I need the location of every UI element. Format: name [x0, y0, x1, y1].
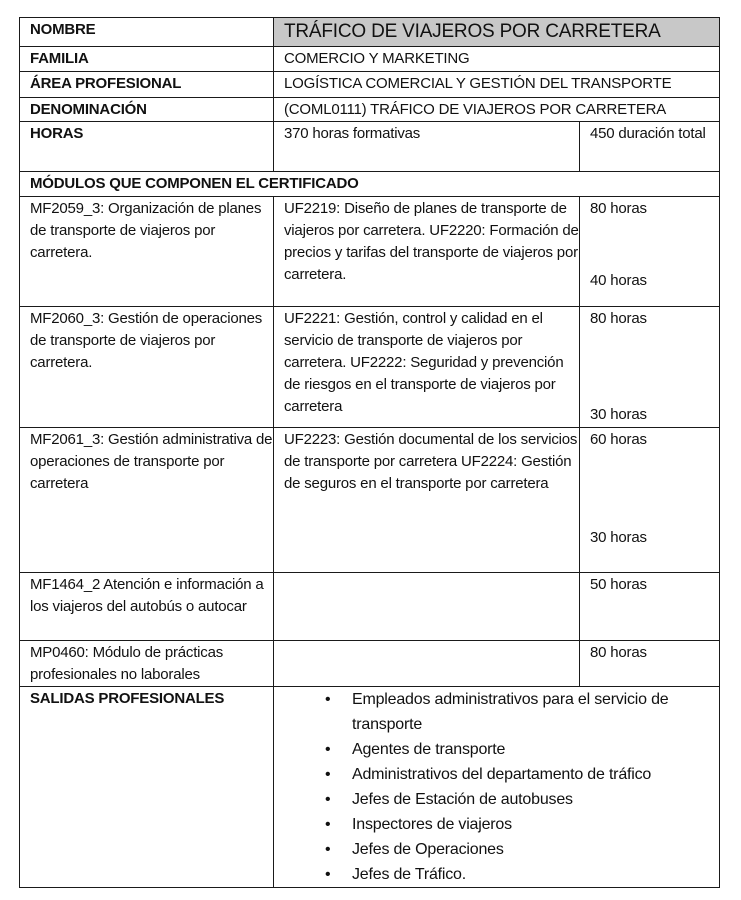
horas-total: 450 duración total — [580, 122, 720, 172]
modules-heading: MÓDULOS QUE COMPONEN EL CERTIFICADO — [20, 172, 720, 197]
module-row — [20, 197, 720, 307]
list-item — [325, 687, 719, 737]
bullet-icon: • — [325, 816, 331, 833]
module-row — [20, 307, 720, 428]
denominacion-label: DENOMINACIÓN — [20, 98, 274, 122]
row-nombre — [20, 18, 720, 47]
list-item — [325, 762, 719, 787]
list-item-text: Administrativos del departamento de tráfico — [352, 766, 652, 783]
hours-second: 40 horas — [590, 272, 647, 289]
module-hours: 80 horas — [580, 641, 720, 687]
module-hours — [580, 307, 720, 428]
list-item — [325, 862, 719, 887]
bullet-icon: • — [325, 866, 331, 883]
list-item — [325, 787, 719, 812]
hours-first: 80 horas — [590, 200, 647, 217]
row-salidas — [20, 687, 720, 888]
bullet-icon: • — [325, 691, 331, 708]
list-item-text: Jefes de Operaciones — [352, 841, 504, 858]
module-name: MF2061_3: Gestión administrativa de operaciones de transporte por carretera — [20, 428, 274, 573]
row-familia — [20, 47, 720, 72]
hours-second: 30 horas — [590, 406, 647, 423]
list-item-text: Empleados administrativos para el servicio de transporte — [352, 691, 669, 733]
module-units — [274, 573, 580, 641]
familia-value: COMERCIO Y MARKETING — [274, 47, 720, 72]
horas-label: HORAS — [20, 122, 274, 172]
module-name: MF1464_2 Atención e información a los viajeros del autobús o autocar — [20, 573, 274, 641]
row-denominacion — [20, 98, 720, 122]
module-hours — [580, 428, 720, 573]
hours-second: 30 horas — [590, 529, 647, 546]
denominacion-value: (COML0111) TRÁFICO DE VIAJEROS POR CARRETERA — [274, 98, 720, 122]
familia-label: FAMILIA — [20, 47, 274, 72]
list-item-text: Inspectores de viajeros — [352, 816, 512, 833]
bullet-icon: • — [325, 841, 331, 858]
salidas-list-cell — [274, 687, 720, 888]
area-label: ÁREA PROFESIONAL — [20, 72, 274, 98]
row-modules-heading — [20, 172, 720, 197]
module-name: MF2059_3: Organización de planes de transporte de viajeros por carretera. — [20, 197, 274, 307]
module-name: MP0460: Módulo de prácticas profesionales no laborales — [20, 641, 274, 687]
nombre-label: NOMBRE — [20, 18, 274, 47]
list-item-text: Jefes de Tráfico. — [352, 866, 466, 883]
certificate-table — [19, 17, 720, 888]
module-hours: 50 horas — [580, 573, 720, 641]
module-units: UF2223: Gestión documental de los servicios de transporte por carretera UF2224: Gestión de seguros en el transporte por carretera — [274, 428, 580, 573]
nombre-value: TRÁFICO DE VIAJEROS POR CARRETERA — [274, 18, 720, 47]
module-units — [274, 641, 580, 687]
module-hours — [580, 197, 720, 307]
hours-first: 60 horas — [590, 431, 647, 448]
list-item — [325, 812, 719, 837]
salidas-label: SALIDAS PROFESIONALES — [20, 687, 274, 888]
bullet-icon: • — [325, 741, 331, 758]
module-units: UF2221: Gestión, control y calidad en el servicio de transporte de viajeros por carretera. UF2222: Seguridad y prevención de riesgos en el transporte de viajeros por carretera — [274, 307, 580, 428]
list-item — [325, 737, 719, 762]
module-row — [20, 428, 720, 573]
hours-first: 80 horas — [590, 310, 647, 327]
row-area — [20, 72, 720, 98]
module-row — [20, 641, 720, 687]
module-name: MF2060_3: Gestión de operaciones de transporte de viajeros por carretera. — [20, 307, 274, 428]
module-units: UF2219: Diseño de planes de transporte de viajeros por carretera. UF2220: Formación de precios y tarifas del transporte de viajeros por carretera. — [274, 197, 580, 307]
list-item-text: Agentes de transporte — [352, 741, 506, 758]
bullet-icon: • — [325, 791, 331, 808]
list-item — [325, 837, 719, 862]
salidas-list — [284, 687, 719, 887]
row-horas — [20, 122, 720, 172]
area-value: LOGÍSTICA COMERCIAL Y GESTIÓN DEL TRANSPORTE — [274, 72, 720, 98]
bullet-icon: • — [325, 766, 331, 783]
list-item-text: Jefes de Estación de autobuses — [352, 791, 573, 808]
module-row — [20, 573, 720, 641]
horas-formativas: 370 horas formativas — [274, 122, 580, 172]
